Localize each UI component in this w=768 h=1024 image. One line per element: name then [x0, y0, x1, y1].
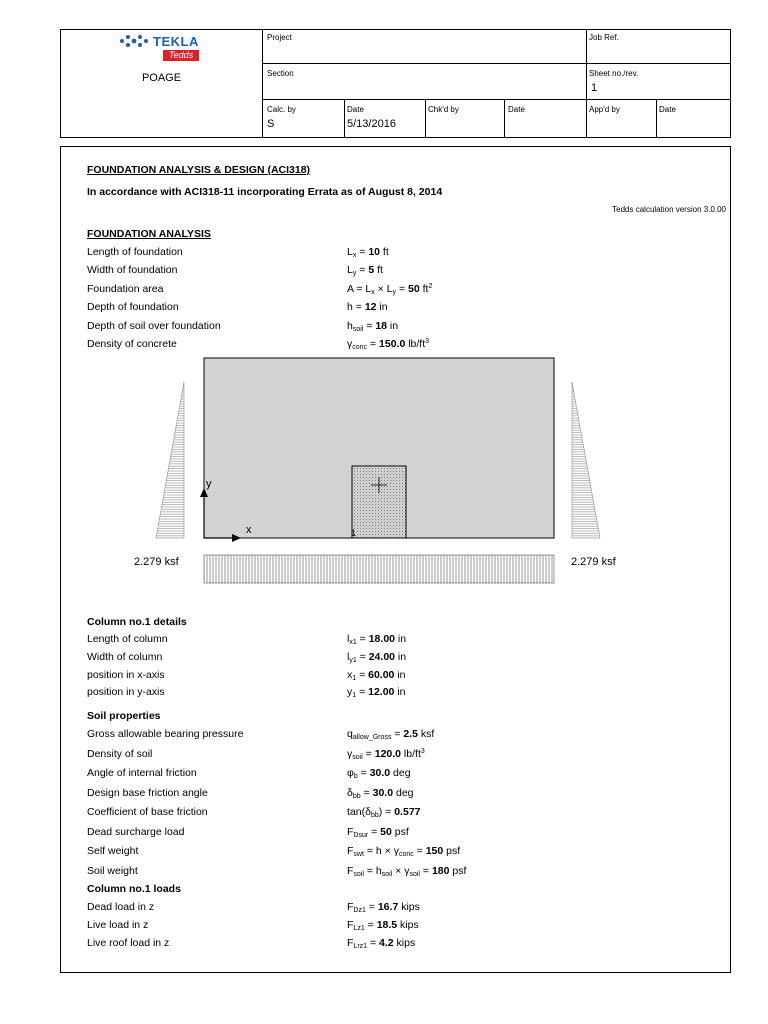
section-label: Section [267, 69, 294, 78]
column-row-value: $l_{y1} = 24.00$ in [347, 650, 407, 664]
company-name: POAGE [141, 72, 182, 84]
column-row-value: $l_{x1} = 18.00$ in [347, 633, 407, 646]
date2-label: Date [508, 105, 525, 114]
calcby-label: Calc. by [267, 105, 296, 114]
header-table [60, 29, 731, 138]
section-column-loads: Column no.1 loads [87, 883, 181, 895]
pressure-left-label: 2.279 ksf [134, 556, 179, 568]
analysis-row-value: $L_y = 5$ ft [347, 264, 383, 278]
load-row-value: $F_{Dz1} = 16.7$ kips [347, 901, 420, 914]
soil-row-label: Self weight [87, 845, 139, 857]
doc-subtitle: In accordance with ACI318-11 incorporating Errata as of August 8, 2014 [87, 186, 443, 198]
axis-y-label: y [206, 478, 212, 490]
soil-row-label: Angle of internal friction [87, 767, 197, 779]
pressure-wedge-left [156, 382, 184, 538]
soil-row-label: Soil weight [87, 864, 138, 877]
soil-row-value: $F_{Dsur} = 50$ psf [347, 825, 409, 839]
load-row-value: $F_{Lz1} = 18.5$ kips [347, 919, 419, 932]
soil-row-value: $\varphi_b = 30.0$ deg [347, 767, 411, 780]
column-id: 1 [351, 528, 357, 538]
tekla-logo-icon [119, 33, 149, 49]
column-row-label: position in x-axis [87, 668, 165, 681]
tedds-version: Tedds calculation version 3.0.00 [612, 205, 726, 214]
logo-sub: Tedds [163, 50, 199, 61]
axis-x-label: x [246, 524, 252, 536]
date1-label: Date [347, 105, 364, 114]
analysis-row-label: Length of foundation [87, 246, 183, 258]
date1-value: 5/13/2016 [347, 118, 396, 130]
soil-row-label: Gross allowable bearing pressure [87, 728, 244, 740]
analysis-row-label: Width of foundation [87, 264, 178, 277]
load-row-value: $F_{Lrz1} = 4.2$ kips [347, 937, 416, 950]
section-soil-properties: Soil properties [87, 710, 161, 722]
pressure-strip [204, 555, 554, 583]
chkd-label: Chk'd by [428, 105, 459, 114]
section-foundation-analysis: FOUNDATION ANALYSIS [87, 228, 211, 240]
analysis-row-value: $A = L_x \times L_y = 50$ $ft^2$ [347, 282, 433, 296]
soil-row-value: $\gamma_{soil} = 120.0$ $lb/ft^3$ [347, 747, 425, 761]
sheet-label: Sheet no./rev. [589, 69, 639, 78]
soil-row-label: Density of soil [87, 747, 153, 760]
analysis-row-label: Density of concrete [87, 338, 177, 350]
column-row-label: position in y-axis [87, 686, 165, 699]
date3-label: Date [659, 105, 676, 114]
pressure-right-label: 2.279 ksf [571, 556, 616, 568]
load-row-label: Dead load in z [87, 901, 155, 913]
soil-row-value: $F_{soil} = h_{soil} \times \gamma_{soil} = 180$ psf [347, 864, 467, 878]
section-column-details: Column no.1 details [87, 616, 187, 628]
soil-row-value: $\tan(\delta_{bb}) = 0.577$ [347, 806, 421, 819]
analysis-row-label: Foundation area [87, 282, 164, 295]
tekla-logo [119, 33, 209, 73]
load-row-label: Live load in z [87, 919, 149, 931]
load-row-label: Live roof load in z [87, 937, 170, 949]
soil-row-label: Design base friction angle [87, 786, 208, 799]
column-row-value: $x_1 = 60.00$ in [347, 668, 406, 682]
soil-row-label: Coefficient of base friction [87, 806, 208, 818]
soil-row-label: Dead surcharge load [87, 825, 185, 838]
analysis-row-value: h = 12 in [347, 301, 388, 314]
project-label: Project [267, 33, 292, 42]
soil-row-value: $\delta_{bb} = 30.0$ deg [347, 786, 414, 800]
pressure-wedge-right [572, 382, 600, 538]
soil-row-value: $q_{allow\_Gross} = 2.5$ ksf [347, 728, 435, 741]
column-row-value: $y_1 = 12.00$ in [347, 686, 406, 700]
column-1 [352, 466, 406, 538]
soil-row-value: $F_{swt} = h \times \gamma_{conc} = 150$ psf [347, 845, 461, 858]
calcby-value: S [267, 118, 275, 130]
jobref-label: Job Ref. [589, 33, 619, 42]
column-row-label: Width of column [87, 650, 163, 663]
doc-title: FOUNDATION ANALYSIS & DESIGN (ACI318) [87, 164, 311, 176]
foundation-diagram [140, 350, 630, 590]
appd-label: App'd by [589, 105, 620, 114]
column-row-label: Length of column [87, 633, 168, 645]
analysis-row-value: $h_{soil} = 18$ in [347, 319, 399, 333]
analysis-row-label: Depth of foundation [87, 301, 179, 314]
analysis-row-value: $\gamma_{conc} = 150.0$ $lb/ft^3$ [347, 338, 430, 351]
sheet-value: 1 [591, 82, 598, 94]
logo-text: TEKLA [153, 34, 199, 49]
analysis-row-value: $L_x = 10$ ft [347, 246, 389, 259]
analysis-row-label: Depth of soil over foundation [87, 319, 221, 332]
